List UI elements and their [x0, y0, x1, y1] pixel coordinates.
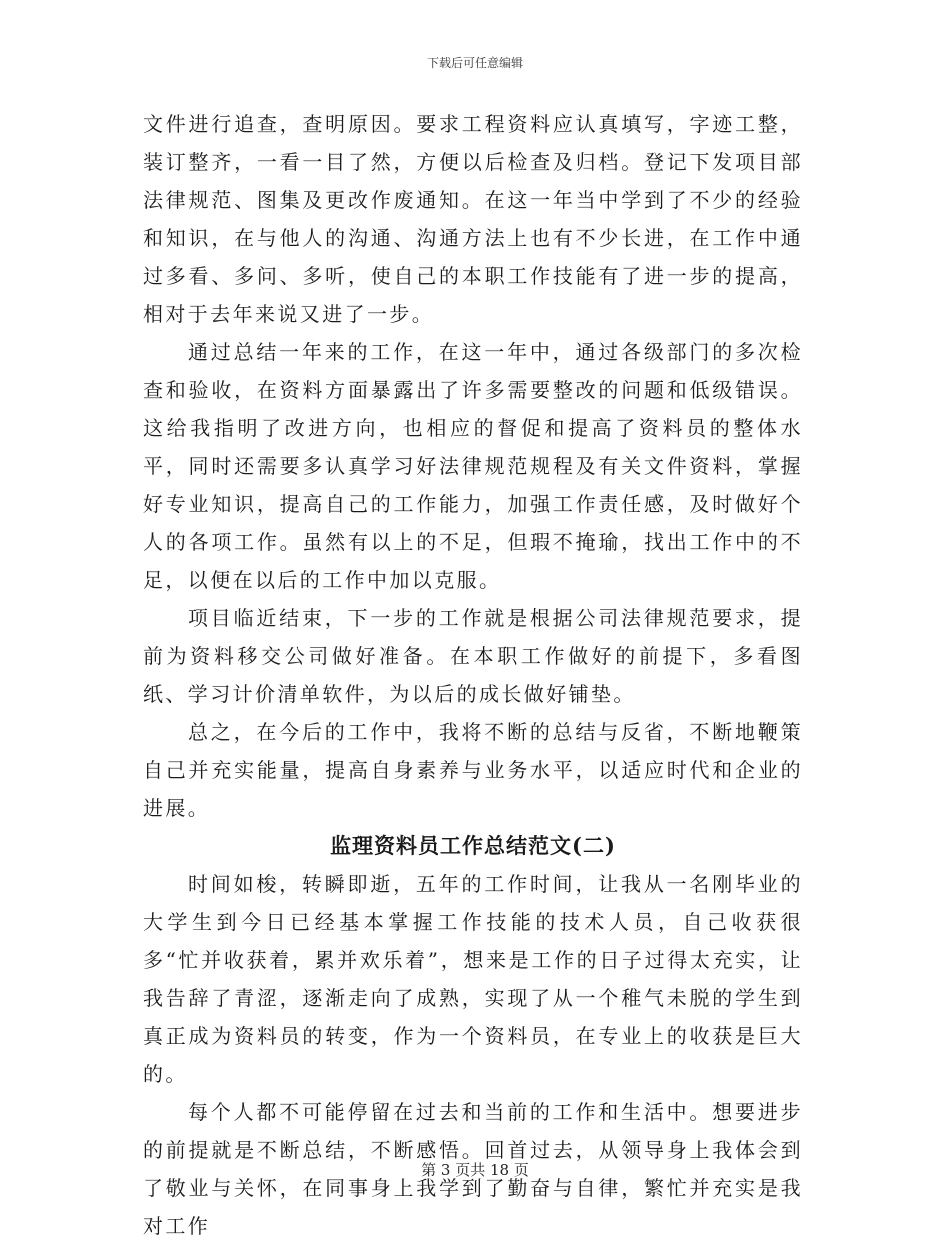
document-body: [143, 105, 803, 1245]
paragraph: 项目临近结束，下一步的工作就是根据公司法律规范要求，提前为资料移交公司做好准备。在本职工作做好的前提下，多看图纸、学习计价清单软件，为以后的成长做好铺垫。: [143, 606, 803, 706]
paragraph: 总之，在今后的工作中，我将不断的总结与反省，不断地鞭策自己并充实能量，提高自身素养与业务水平，以适应时代和企业的进展。: [143, 720, 803, 820]
paragraph-continued: 文件进行追查，查明原因。要求工程资料应认真填写，字迹工整，装订整齐，一看一目了然，方便以后检查及归档。登记下发项目部法律规范、图集及更改作废通知。在这一年当中学到了不少的经验和知识，在与他人的沟通、沟通方法上也有不少长进，在工作中通过多看、多问、多听，使自己的本职工作技能有了进一步的提高，相对于去年来说又进了一步。: [143, 112, 803, 326]
page-header: 下载后可任意编辑: [426, 56, 523, 70]
paragraph: 时间如梭，转瞬即逝，五年的工作时间，让我从一名刚毕业的大学生到今日已经基本掌握工作技能的技术人员，自己收获很多“忙并收获着，累并欢乐着”，想来是工作的日子过得太充实，让我告辞了青涩，逐渐走向了成熟，实现了从一个稚气未脱的学生到真正成为资料员的转变，作为一个资料员，在专业上的收获是巨大的。: [143, 872, 803, 1086]
page-number: 第 3 页共 18 页: [421, 1161, 529, 1179]
paragraph: 每个人都不可能停留在过去和当前的工作和生活中。想要进步的前提就是不断总结，不断感悟。回首过去，从领导身上我体会到了敬业与关怀，在同事身上我学到了勤奋与自律，繁忙并充实是我对工作: [143, 1100, 803, 1238]
paragraph: 通过总结一年来的工作，在这一年中，通过各级部门的多次检查和验收，在资料方面暴露出了许多需要整改的问题和低级错误。这给我指明了改进方向，也相应的督促和提高了资料员的整体水平，同时还需要多认真学习好法律规范规程及有关文件资料，掌握好专业知识，提高自己的工作能力，加强工作责任感，及时做好个人的各项工作。虽然有以上的不足，但瑕不掩瑜，找出工作中的不足，以便在以后的工作中加以克服。: [143, 340, 803, 592]
section-title: 监理资料员工作总结范文(二): [330, 833, 616, 858]
